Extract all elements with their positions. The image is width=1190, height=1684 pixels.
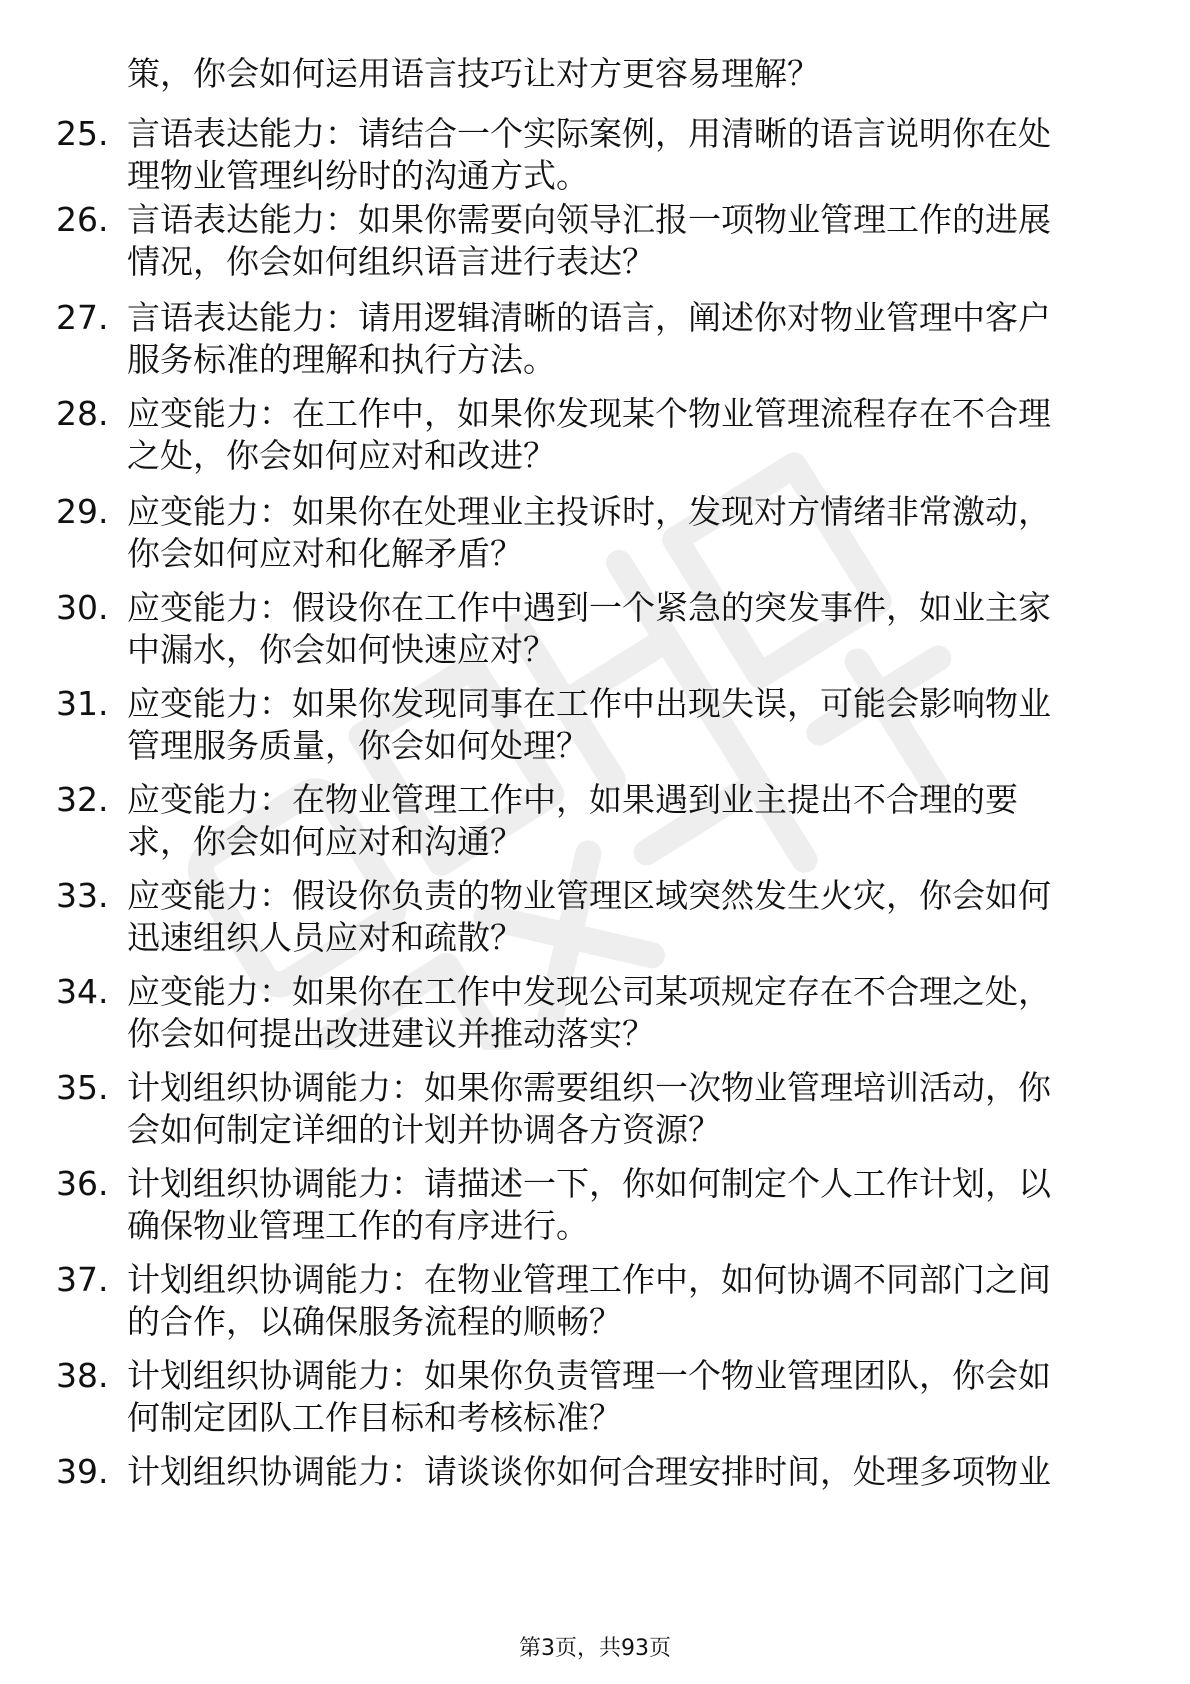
- question-number: 33.: [56, 876, 109, 915]
- question-text-line: 应变能力：在物业管理工作中，如果遇到业主提出不合理的要: [127, 780, 1018, 819]
- question-item: [0, 1256, 1190, 1352]
- question-item: [0, 1448, 1190, 1544]
- question-item: [0, 776, 1190, 872]
- question-text-line: 应变能力：如果你在工作中发现公司某项规定存在不合理之处，: [127, 972, 1051, 1011]
- question-text-line: 求，你会如何应对和沟通？: [127, 822, 523, 861]
- question-text-line: 之处，你会如何应对和改进？: [127, 436, 556, 475]
- question-number: 36.: [56, 1164, 109, 1203]
- question-text-line: 应变能力：如果你在处理业主投诉时，发现对方情绪非常激动，: [127, 492, 1051, 531]
- question-item: [0, 110, 1190, 206]
- question-text-line: 中漏水，你会如何快速应对？: [127, 630, 556, 669]
- question-number: 28.: [56, 394, 109, 433]
- question-number: 34.: [56, 972, 109, 1011]
- question-item: [0, 390, 1190, 486]
- question-item: [0, 968, 1190, 1064]
- question-number: 31.: [56, 684, 109, 723]
- question-text-line: 你会如何应对和化解矛盾？: [127, 534, 523, 573]
- question-number: 27.: [56, 298, 109, 337]
- question-text-line: 情况，你会如何组织语言进行表达？: [127, 242, 655, 281]
- question-number: 26.: [56, 200, 109, 239]
- question-item: [0, 872, 1190, 968]
- question-item: [0, 1352, 1190, 1448]
- question-number: 25.: [56, 114, 109, 153]
- question-text-line: 迅速组织人员应对和疏散？: [127, 918, 523, 957]
- question-text-line: 应变能力：如果你发现同事在工作中出现失误，可能会影响物业: [127, 684, 1051, 723]
- question-text-line: 计划组织协调能力：请谈谈你如何合理安排时间，处理多项物业: [127, 1452, 1051, 1491]
- question-text-line: 会如何制定详细的计划并协调各方资源？: [127, 1110, 721, 1149]
- question-text-line: 理物业管理纠纷时的沟通方式。: [127, 156, 589, 195]
- question-text-line: 应变能力：假设你在工作中遇到一个紧急的突发事件，如业主家: [127, 588, 1051, 627]
- question-text-line: 计划组织协调能力：在物业管理工作中，如何协调不同部门之间: [127, 1260, 1051, 1299]
- question-text-line: 应变能力：假设你负责的物业管理区域突然发生火灾，你会如何: [127, 876, 1051, 915]
- question-number: 30.: [56, 588, 109, 627]
- question-item: [0, 196, 1190, 292]
- question-text-line: 应变能力：在工作中，如果你发现某个物业管理流程存在不合理: [127, 394, 1051, 433]
- question-text-line: 何制定团队工作目标和考核标准？: [127, 1398, 622, 1437]
- question-text-line: 言语表达能力：如果你需要向领导汇报一项物业管理工作的进展: [127, 200, 1051, 239]
- question-number: 32.: [56, 780, 109, 819]
- question-number: 39.: [56, 1452, 109, 1491]
- question-text-line: 计划组织协调能力：如果你需要组织一次物业管理培训活动，你: [127, 1068, 1051, 1107]
- question-item: [0, 1160, 1190, 1256]
- question-text-line: 计划组织协调能力：如果你负责管理一个物业管理团队，你会如: [127, 1356, 1051, 1395]
- question-text-line: 的合作，以确保服务流程的顺畅？: [127, 1302, 622, 1341]
- question-text-line: 言语表达能力：请用逻辑清晰的语言，阐述你对物业管理中客户: [127, 298, 1051, 337]
- question-item: [0, 294, 1190, 390]
- question-text-line: 你会如何提出改进建议并推动落实？: [127, 1014, 655, 1053]
- question-text-line: 确保物业管理工作的有序进行。: [127, 1206, 589, 1245]
- page-number: 第3页，共93页: [519, 1636, 671, 1661]
- question-item: [0, 584, 1190, 680]
- question-number: 37.: [56, 1260, 109, 1299]
- question-item: [0, 680, 1190, 776]
- question-number: 29.: [56, 492, 109, 531]
- question-text-line: 管理服务质量，你会如何处理？: [127, 726, 589, 765]
- question-number: 35.: [56, 1068, 109, 1107]
- continuation-text: 策，你会如何运用语言技巧让对方更容易理解？: [127, 54, 820, 93]
- question-item: [0, 1064, 1190, 1160]
- question-item: [0, 488, 1190, 584]
- question-number: 38.: [56, 1356, 109, 1395]
- question-text-line: 服务标准的理解和执行方法。: [127, 340, 556, 379]
- question-text-line: 计划组织协调能力：请描述一下，你如何制定个人工作计划，以: [127, 1164, 1051, 1203]
- question-text-line: 言语表达能力：请结合一个实际案例，用清晰的语言说明你在处: [127, 114, 1051, 153]
